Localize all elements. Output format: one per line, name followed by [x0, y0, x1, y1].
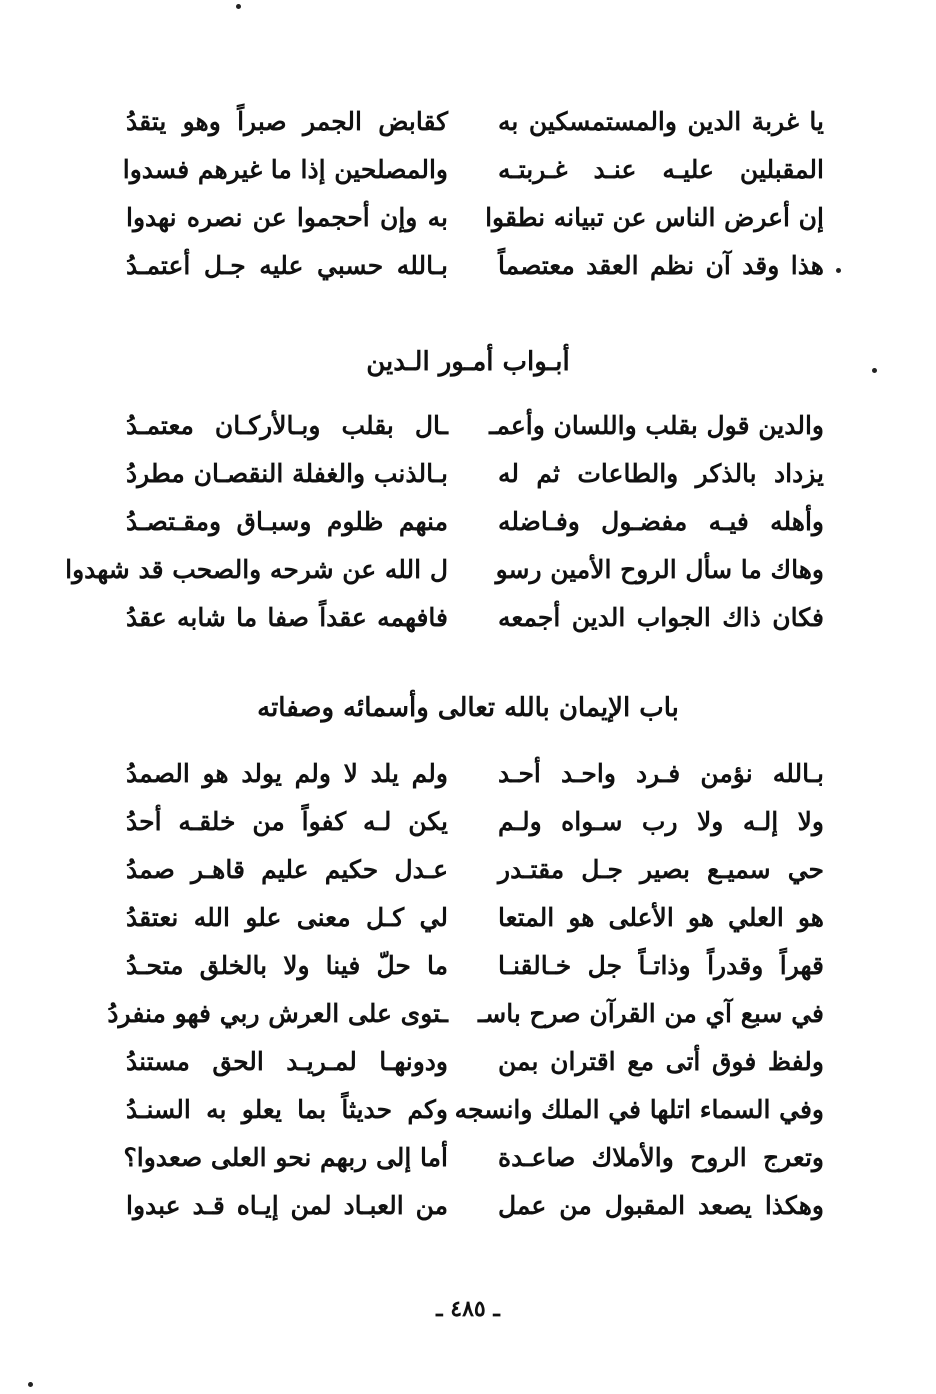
second-hemistich: فافهمه عقداً صفا ما شابه عقدُ: [126, 603, 448, 632]
verse-line: [0, 798, 936, 846]
section-heading: باب الإيمان بالله تعالى وأسمائه وصفاته: [257, 693, 679, 723]
first-hemistich: وهاك ما سأل الروح الأمين رسو: [495, 555, 824, 584]
first-hemistich: وهكذا يصعد المقبول من عمل: [498, 1191, 824, 1220]
stanza-religion-matters: [0, 402, 936, 642]
verse-line: [0, 1038, 936, 1086]
verse-line: [0, 546, 936, 594]
verse-line: [0, 750, 936, 798]
second-hemistich: بـالله حسبي عليه جـل أعتمـدُ: [126, 251, 448, 280]
verse-line: [0, 98, 936, 146]
second-hemistich: كقابض الجمر صبراً وهو يتقدُ: [126, 107, 448, 136]
first-hemistich: في سبع آي من القرآن صرح باسـ: [477, 999, 824, 1028]
first-hemistich: ولا إلـه ولا رب سـواه ولـم: [498, 807, 824, 836]
verse-line: [0, 1134, 936, 1182]
second-hemistich: ـتوى على العرش ربي فهو منفردُ: [107, 999, 448, 1028]
scan-speck: [836, 268, 841, 273]
first-hemistich: والدين قول بقلب واللسان وأعمـ: [489, 411, 824, 440]
first-hemistich: يزداد بالذكر والطاعات ثم له: [498, 459, 824, 488]
scan-speck: [872, 368, 877, 373]
first-hemistich: يا غربة الدين والمستمسكين به: [498, 107, 824, 136]
verse-line: [0, 450, 936, 498]
verse-line: [0, 894, 936, 942]
verse-line: [0, 594, 936, 642]
first-hemistich: حي سميـع بصير جـل مقتـدر: [498, 855, 824, 884]
second-hemistich: لي كـل معنى علو الله نعتقدُ: [126, 903, 448, 932]
verse-line: [0, 498, 936, 546]
second-hemistich: ـال بقلب وبـالأركـان معتمـدُ: [126, 411, 448, 440]
verse-line: [0, 194, 936, 242]
verse-line: [0, 146, 936, 194]
first-hemistich: فكان ذاك الجواب الدين أجمعه: [498, 603, 824, 632]
verse-line: [0, 242, 936, 290]
verse-line: [0, 402, 936, 450]
stanza-intro: [0, 98, 936, 290]
section-heading: أبـواب أمـور الـدين: [366, 347, 570, 377]
verse-line: [0, 942, 936, 990]
second-hemistich: ما حلّ فينا ولا بالخلق متحـدُ: [126, 951, 448, 980]
second-hemistich: من العبـاد لمن إيـاه قـد عبدوا: [126, 1191, 448, 1220]
second-hemistich: به وإن أحجموا عن نصره نهدوا: [126, 203, 448, 232]
first-hemistich: إن أعرض الناس عن تبيانه نطقوا: [485, 203, 824, 232]
verse-line: [0, 1086, 936, 1134]
verse-line: [0, 990, 936, 1038]
second-hemistich: بـالذنب والغفلة النقصـان مطردُ: [126, 459, 448, 488]
first-hemistich: قهراً وقدراً وذاتـاً جل خـالقنـا: [498, 951, 824, 980]
second-hemistich: أما إلى ربهم نحو العلى صعدوا؟: [123, 1143, 448, 1172]
first-hemistich: وأهله فيـه مفضـول وفـاضله: [498, 507, 824, 536]
second-hemistich: عـدل حكيم عليم قاهـر صمدُ: [126, 855, 448, 884]
page-number: ـ ٤٨٥ ـ: [436, 1296, 500, 1322]
scan-speck: [28, 1382, 33, 1387]
stanza-faith-in-god: [0, 750, 936, 1230]
first-hemistich: هذا وقد آن نظم العقد معتصماً: [498, 251, 824, 280]
second-hemistich: والمصلحين إذا ما غيرهم فسدوا: [122, 155, 448, 184]
first-hemistich: هو العلي هو الأعلى هو المتعا: [498, 903, 824, 932]
second-hemistich: وكم حديثاً بما يعلو به السنـدُ: [126, 1095, 448, 1124]
second-hemistich: ل الله عن شرحه والصحب قد شهدوا: [65, 555, 448, 584]
second-hemistich: ولم يلد لا ولم يولد هو الصمدُ: [126, 759, 448, 788]
second-hemistich: منهم ظلوم وسبـاق ومقـتصـدُ: [126, 507, 448, 536]
first-hemistich: وتعرج الروح والأملاك صاعـدة: [498, 1143, 824, 1172]
second-hemistich: ودونهـا لمـريـد الحق مستندُ: [126, 1047, 448, 1076]
verse-line: [0, 846, 936, 894]
second-hemistich: يكن لـه كفواً من خلقـه أحدُ: [126, 807, 448, 836]
verse-line: [0, 1182, 936, 1230]
scan-speck: [236, 4, 241, 9]
first-hemistich: بـالله نؤمن فـرد واحـد أحـد: [498, 759, 824, 788]
first-hemistich: ولفظ فوق أتى مع اقتران بمن: [498, 1047, 824, 1076]
first-hemistich: المقبلين عليـه عنـد غـربتـه: [498, 155, 824, 184]
first-hemistich: وفي السماء اتلها في الملك وانسجه: [454, 1095, 824, 1124]
